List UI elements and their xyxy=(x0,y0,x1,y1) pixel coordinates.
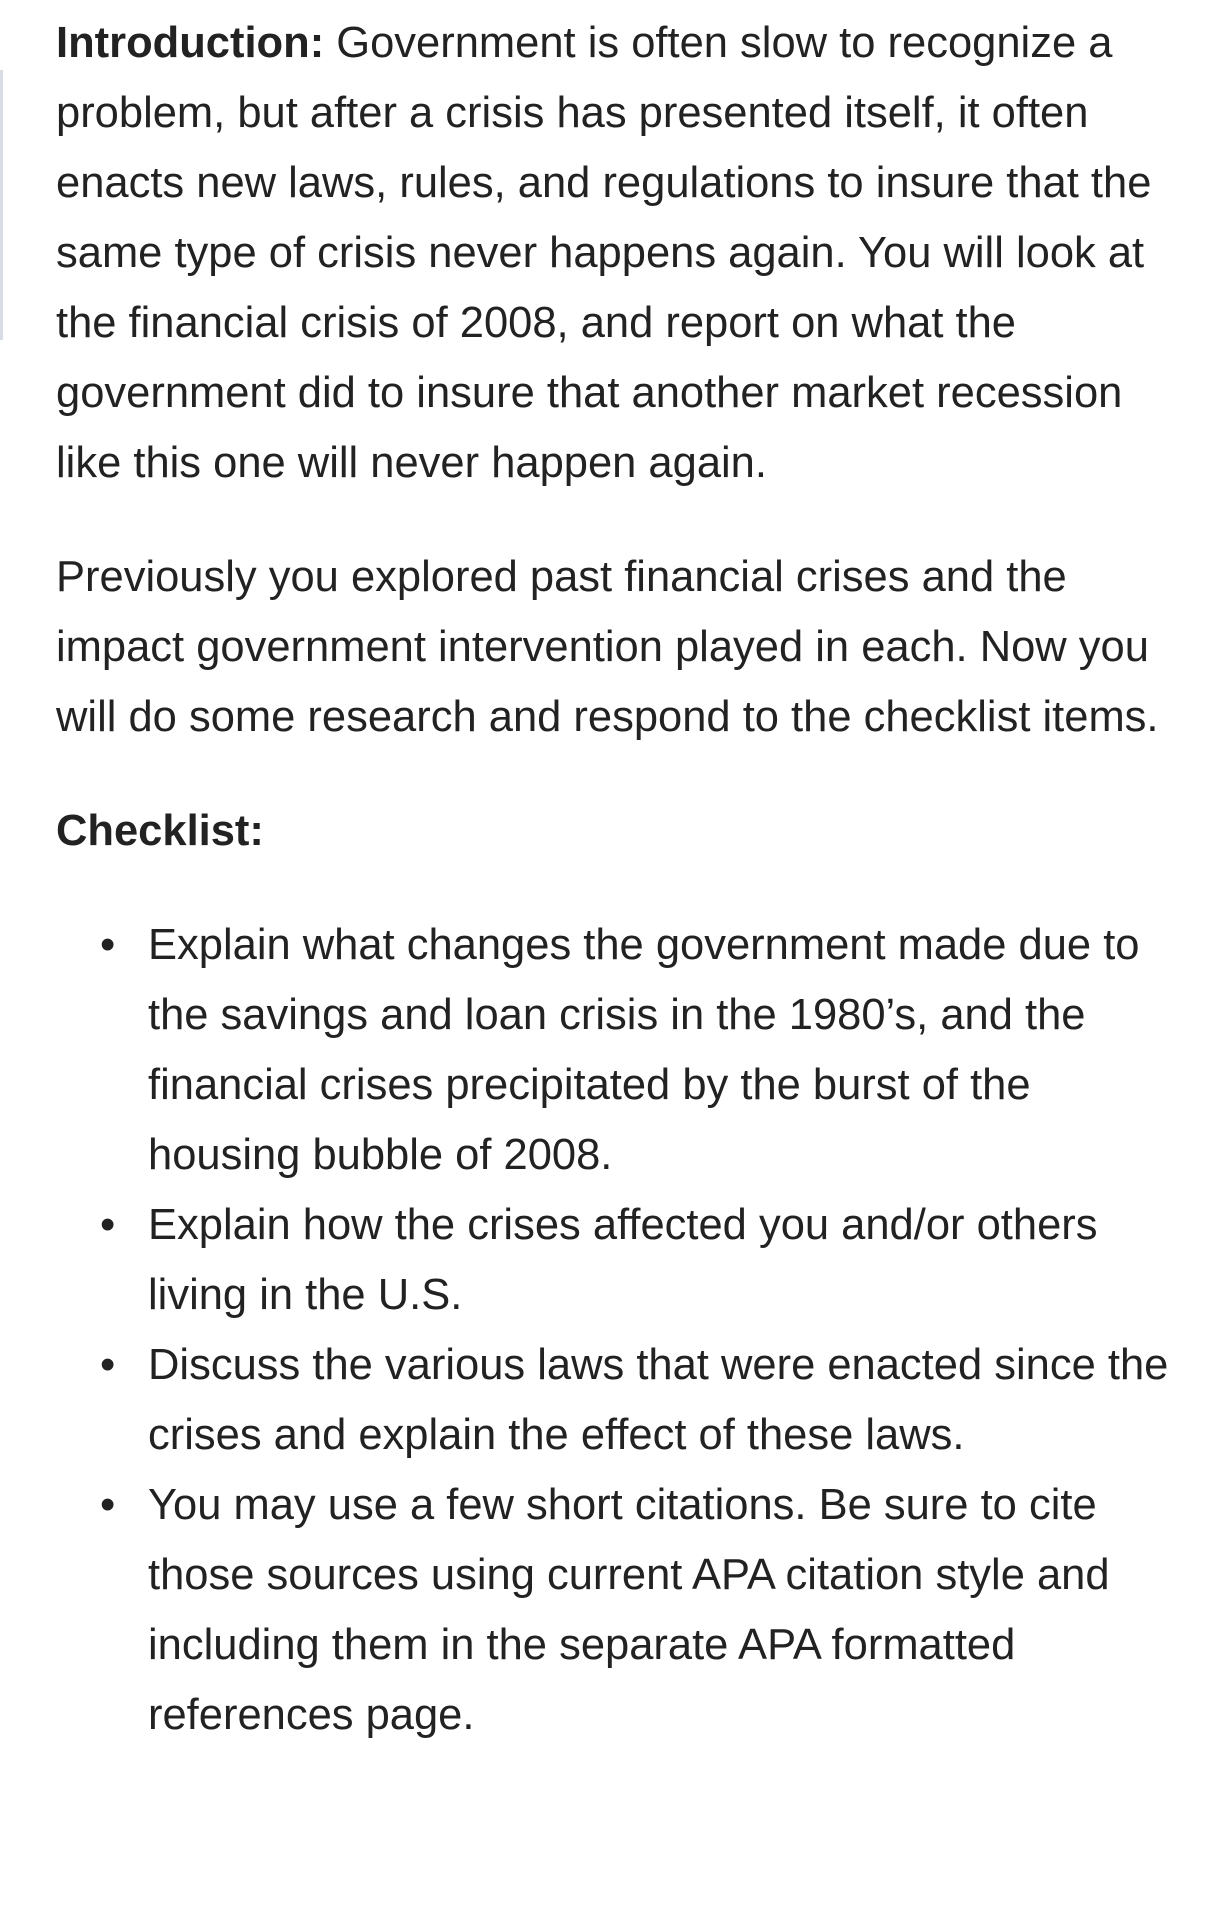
bullet-icon: • xyxy=(100,1201,116,1249)
bullet-icon: • xyxy=(100,921,116,969)
previously-paragraph: Previously you explored past financial crises and the impact government intervention played in each. Now you will do some research and respond to the checklist items. xyxy=(56,553,1159,741)
bullet-icon: • xyxy=(100,1481,116,1529)
introduction-text: Government is often slow to recognize a problem, but after a crisis has presented itself, it often enacts new laws, rules, and regulations to insure that the same type of crisis never happens again. You will look at the financial crisis of 2008, and report on what the government did to insure that another market recession like this one will never happen again. xyxy=(56,19,1152,487)
checklist-item xyxy=(56,1330,1186,1470)
checklist-item xyxy=(56,910,1186,1190)
left-edge-border xyxy=(0,70,3,340)
checklist-item-text: Explain what changes the government made due to the savings and loan crisis in the 1980’s, and the financial crises precipitated by the burst of the housing bubble of 2008. xyxy=(148,921,1140,1179)
checklist-heading: Checklist: xyxy=(56,807,264,855)
checklist-item-text: You may use a few short citations. Be sure to cite those sources using current APA citation style and including them in the separate APA formatted references page. xyxy=(148,1481,1110,1739)
bullet-icon: • xyxy=(100,1341,116,1389)
checklist-item xyxy=(56,1470,1186,1750)
assignment-content xyxy=(56,8,1186,1750)
checklist-list xyxy=(56,910,1186,1750)
checklist-item xyxy=(56,1190,1186,1330)
introduction-paragraph xyxy=(56,8,1186,498)
checklist-item-text: Explain how the crises affected you and/or others living in the U.S. xyxy=(148,1201,1098,1319)
checklist-item-text: Discuss the various laws that were enacted since the crises and explain the effect of these laws. xyxy=(148,1341,1169,1459)
introduction-label: Introduction: xyxy=(56,19,325,67)
